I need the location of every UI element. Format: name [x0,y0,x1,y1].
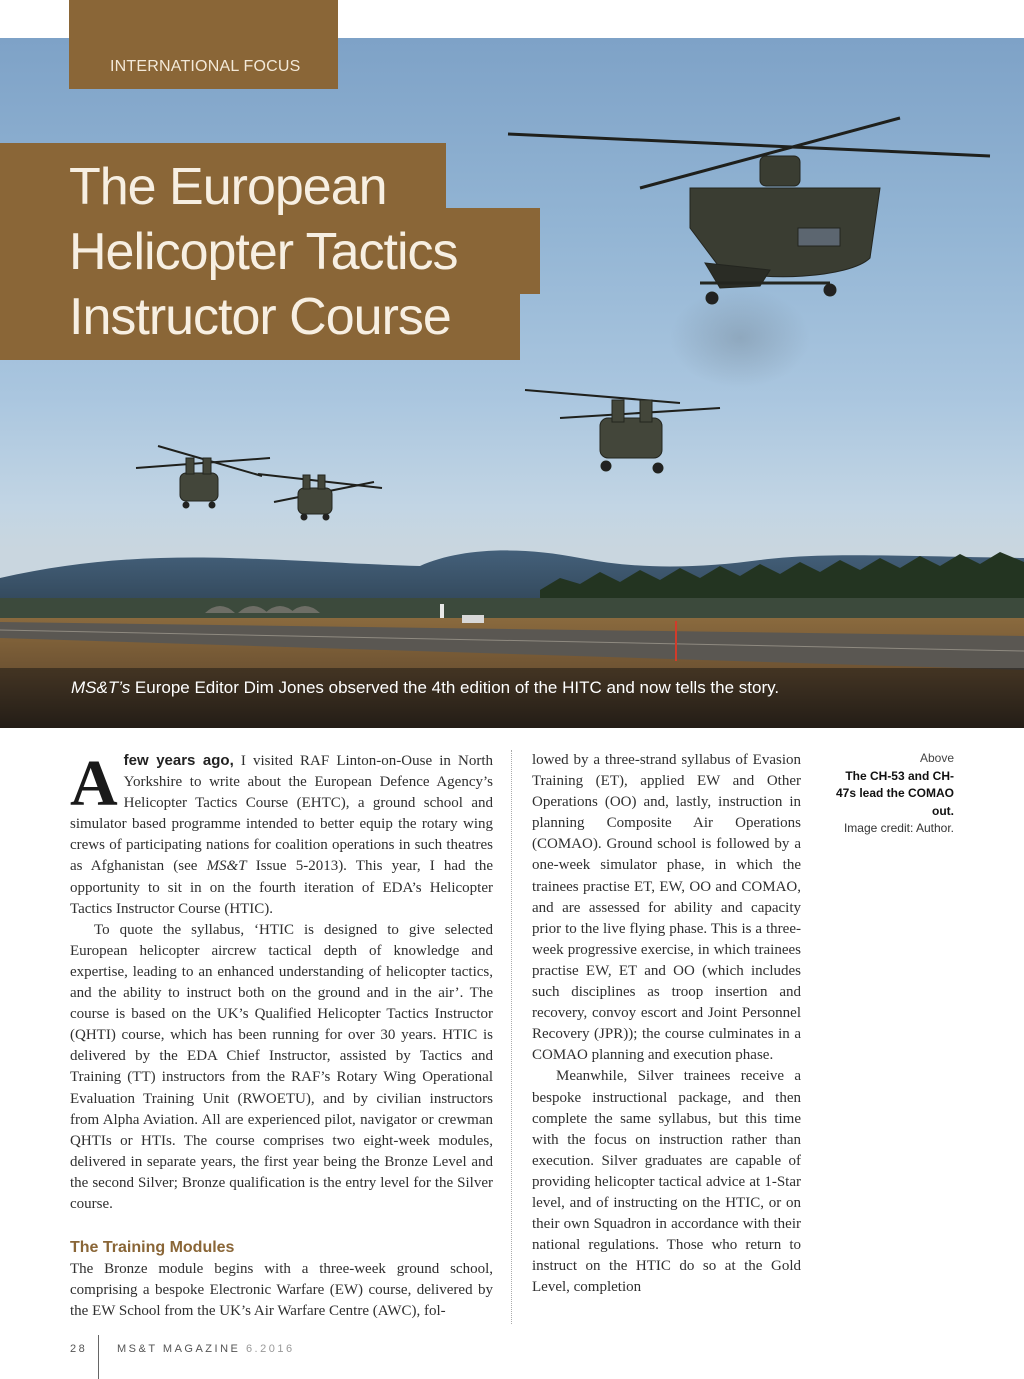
ch53-helicopter [508,118,990,304]
standfirst [71,678,779,698]
caption-head: Above [919,751,954,765]
lead-in: few years ago, [123,752,234,769]
paragraph-2: To quote the syllabus, ‘HTIC is designed to give selected European helicopter aircrew tactical depth of knowledge and expertise, leading to an enhanced understanding of helicopter tactics, and the ability to instruct both on the ground and in the air’. The course is based on the UK’s Qualified Helicopter Tactics Instructor (QHTI) course, which has been running for over 30 years. HTIC is delivered by the EDA Chief Instructor, assisted by Tactics and Training (TT) instructors from the RAF’s Rotary Wing Operational Evaluation Training Unit (RWOETU), and by civilian instructors from Alpha Aviation. All are experienced pilot, navigator or crewman QHTIs or HTIs. The course comprises two eight-week modules, delivered in separate years, the first year being the Bronze Level and the second Silver; Bronze qualification is the entry level for the Silver course. [70,921,493,1212]
article-column-1 [70,747,493,1322]
standfirst-text-a: Europe Editor [130,678,244,697]
title-line-3: Instructor Course [69,288,451,346]
ch47-helicopter-2 [136,446,270,508]
paragraph-3-part-2: lowed by a three-strand syllabus of Evasion Training (ET), applied EW and Other Operations (OO) and, lastly, instruction in planning Composite Air Operations (COMAO). Ground school is followed by a one-week simulator phase, in which the trainees practise ET, EW, OO and COMAO, and are assessed for ability and capacity prior to the live flying phase. This is a three-week progressive exercise, in which trainees practise EW, ET and OO (which includes such disciplines as troop insertion and recovery, convoy escort and Joint Personnel Recovery (JPR)); the course culminates in a COMAO planning and execution phase. [532,752,801,1064]
magazine-title: MS&T MAGAZINE [117,1343,241,1355]
title-line-2: Helicopter Tactics [69,223,458,281]
paragraph-4: Meanwhile, Silver trainees receive a bespoke instructional package, and then complete the same syllabus, but this time with the focus on instruction rather than execution. Silver graduates are capable of providing helicopter tactical advice at 1-Star level, and of instructing on the HTIC, or on their own Squadron in accordance with their national regulations. Those who return to instruct on the HTIC do so at the Gold Level, completion [532,1068,801,1296]
paragraph-1-text-b: Issue 5-2013). This year, I had the opportunity to sit in on the fourth iteration of EDA’s Helicopter Tactics Instructor Course (HTIC). [70,858,493,917]
footer-divider [98,1335,99,1379]
standfirst-text-b: observed the 4th edition of the HITC and now tells the story. [323,678,780,697]
title-line-1: The European [69,158,387,216]
paragraph-3-part-1: The Bronze module begins with a three-week ground school, comprising a bespoke Electronic Warfare (EW) course, delivered by the EW School from the UK’s Air Warfare Centre (AWC), fol- [70,1261,493,1320]
section-tag [69,0,338,89]
ch47-helicopter-3 [258,474,382,520]
paragraph-1 [70,747,493,920]
drop-cap: A [70,747,118,820]
photo-caption [830,750,954,838]
column-divider [511,750,512,1324]
section-tag-label: INTERNATIONAL FOCUS [110,58,301,75]
caption-body: The CH-53 and CH-47s lead the COMAO out. [835,768,954,818]
subhead-training-modules: The Training Modules [70,1239,235,1257]
hero-photo [0,38,1024,728]
standfirst-publication: MS&T’s [71,678,131,697]
paragraph-1-ref: MS&T [206,858,247,875]
ch47-helicopter [525,390,720,473]
paragraph-1-text-a: I visited RAF Linton-on-Ouse in North Yorkshire to write about the European Defence Agency’s Helicopter Tactics Course (EHTC), a ground school and simulator based programme intended to better equip the rotary wing crews of participating nations for coalition operations in such theatres as Afghanistan (see [70,753,493,875]
article-title [69,155,458,350]
magazine-name [117,1343,295,1355]
page-number: 28 [70,1343,88,1355]
standfirst-author: Dim Jones [243,678,324,697]
caption-credit: Image credit: Author. [843,821,954,835]
helicopter-formation-image [0,38,1024,728]
article-column-2 [532,750,801,1298]
issue-number: 6.2016 [245,1343,295,1355]
